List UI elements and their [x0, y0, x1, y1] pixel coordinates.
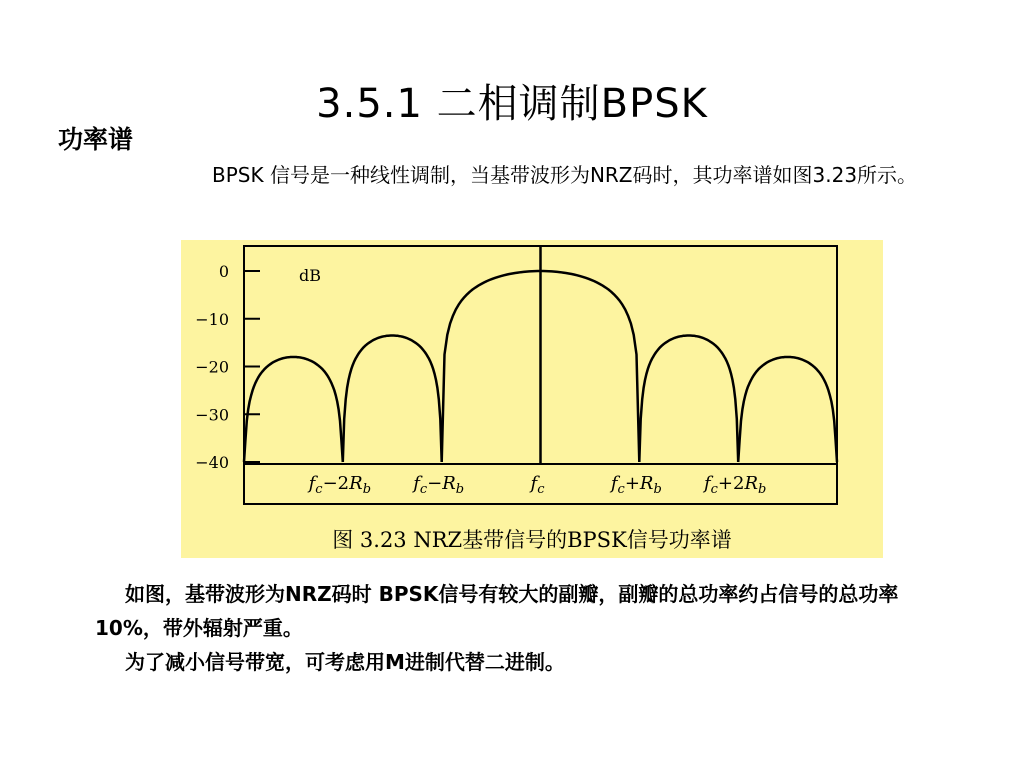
- y-tick-label: −30: [195, 405, 229, 425]
- x-tick-label: $f_c+R_b$: [610, 473, 662, 497]
- x-tick-label: $f_c-2R_b$: [308, 473, 372, 497]
- conclusion-text: [95, 577, 965, 679]
- slide-title: 3.5.1 二相调制BPSK: [316, 81, 708, 127]
- x-tick-label: $f_c+2R_b$: [703, 473, 767, 497]
- intro-paragraph: BPSK 信号是一种线性调制，当基带波形为NRZ码时，其功率谱如图3.23所示。: [212, 163, 918, 187]
- x-tick-label: $f_c-R_b$: [413, 473, 465, 497]
- conclusion-paragraph-2: 为了减小信号带宽，可考虑用M进制代替二进制。: [125, 650, 565, 674]
- y-tick-label: 0: [218, 262, 229, 281]
- y-tick-label: −20: [195, 357, 229, 377]
- y-axis-label: dB: [299, 266, 321, 285]
- power-spectrum-chart: [181, 240, 883, 558]
- figure-panel: [181, 240, 883, 558]
- y-tick-label: −10: [195, 309, 229, 329]
- figure-caption: 图 3.23 NRZ基带信号的BPSK信号功率谱: [332, 528, 732, 552]
- spectrum-lobe: [244, 357, 343, 462]
- conclusion-paragraph-1: 如图，基带波形为NRZ码时 BPSK信号有较大的副瓣，副瓣的总功率约占信号的总功率10%，带外辐射严重。: [95, 582, 899, 640]
- spectrum-lobe: [639, 336, 738, 463]
- spectrum-lobe: [343, 336, 442, 463]
- section-heading: 功率谱: [58, 125, 134, 154]
- spectrum-lobe: [738, 357, 837, 462]
- x-tick-label: $f_c$: [530, 473, 545, 497]
- y-tick-label: −40: [195, 453, 229, 472]
